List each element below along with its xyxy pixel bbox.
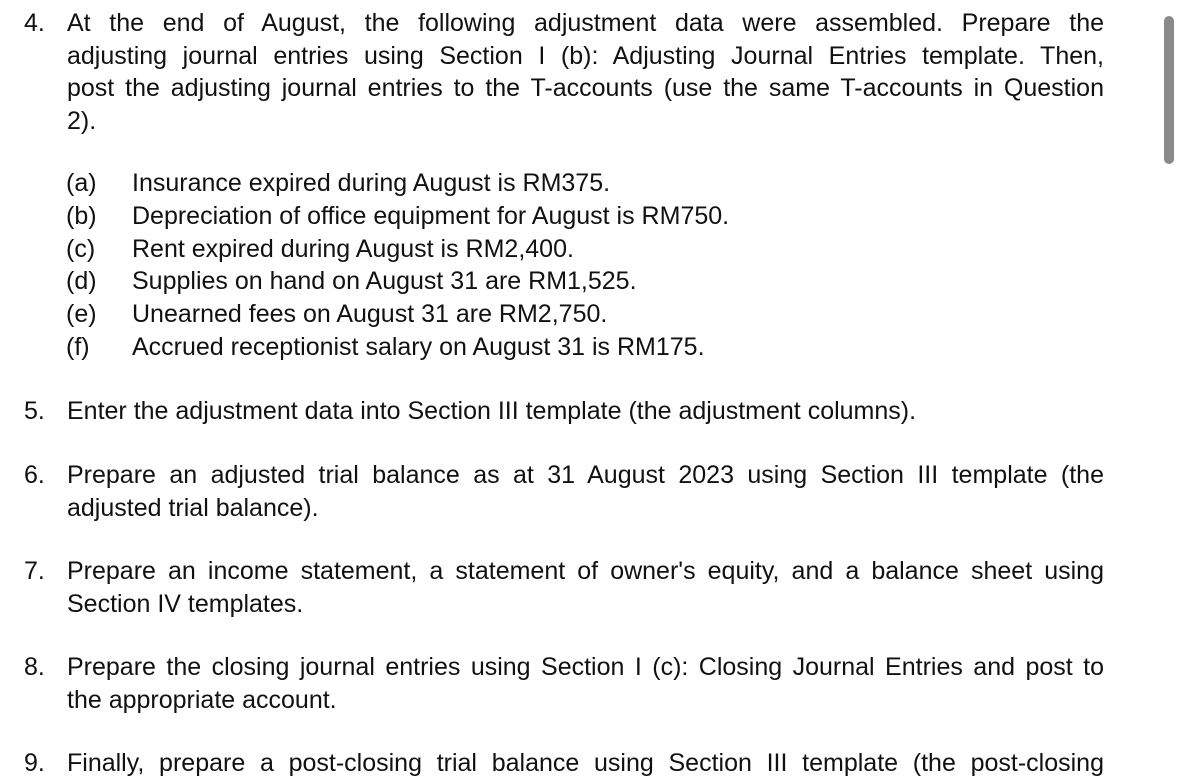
- question-number: 4.: [24, 9, 45, 37]
- question-line: post the adjusting journal entries to the T-accounts (use the same T-accounts in Question: [67, 74, 1104, 102]
- item-text: Depreciation of office equipment for August is RM750.: [132, 201, 730, 230]
- list-item: [66, 233, 866, 266]
- item-label: (a): [66, 169, 97, 197]
- question-text: [67, 555, 1104, 620]
- adjustment-list: [66, 167, 866, 364]
- item-label: (f): [66, 332, 90, 361]
- question-number: 6.: [24, 461, 45, 489]
- question-text: [67, 395, 1104, 428]
- question-text: [67, 7, 1104, 137]
- list-item: [66, 200, 866, 233]
- question-line: 2).: [67, 106, 97, 135]
- question-number: 8.: [24, 653, 45, 681]
- question-line: Prepare an income statement, a statement of owner's equity, and a balance sheet using: [67, 557, 1104, 585]
- item-label: (b): [66, 201, 97, 230]
- question-line: adjusting journal entries using Section I (b): Adjusting Journal Entries template. Then,: [67, 41, 1104, 70]
- question-number: 7.: [24, 557, 45, 585]
- question-text: [67, 651, 1104, 716]
- question-text: [67, 747, 1104, 780]
- question-8: [24, 651, 1104, 716]
- question-line: Section IV templates.: [67, 589, 304, 618]
- item-label: (c): [66, 234, 96, 263]
- question-line: At the end of August, the following adjustment data were assembled. Prepare the: [67, 9, 1104, 37]
- question-6: [24, 459, 1104, 524]
- question-number: 5.: [24, 397, 45, 425]
- list-item: [66, 265, 866, 298]
- item-label: (d): [66, 267, 97, 296]
- vertical-scrollbar[interactable]: [1164, 16, 1174, 164]
- question-7: [24, 555, 1104, 620]
- question-4: [24, 7, 1104, 137]
- question-text: [67, 459, 1104, 524]
- item-text: Supplies on hand on August 31 are RM1,525.: [132, 267, 637, 296]
- item-label: (e): [66, 300, 97, 329]
- question-5: [24, 395, 1104, 428]
- item-text: Rent expired during August is RM2,400.: [132, 234, 574, 263]
- item-text: Insurance expired during August is RM375.: [132, 169, 611, 197]
- item-text: Unearned fees on August 31 are RM2,750.: [132, 300, 608, 329]
- list-item: [66, 298, 866, 331]
- list-item: [66, 167, 866, 200]
- question-line: Enter the adjustment data into Section III template (the adjustment columns).: [67, 397, 917, 425]
- question-line: adjusted trial balance).: [67, 493, 319, 522]
- item-text: Accrued receptionist salary on August 31 is RM175.: [132, 332, 705, 361]
- question-line: the appropriate account.: [67, 685, 337, 714]
- question-line: Prepare the closing journal entries using Section I (c): Closing Journal Entries and post to: [67, 653, 1104, 681]
- question-9: [24, 747, 1104, 780]
- question-line: Prepare an adjusted trial balance as at 31 August 2023 using Section III template (the: [67, 461, 1104, 489]
- question-number: 9.: [24, 749, 45, 777]
- list-item: [66, 331, 866, 364]
- question-line: Finally, prepare a post-closing trial balance using Section III template (the post-closing: [67, 749, 1104, 777]
